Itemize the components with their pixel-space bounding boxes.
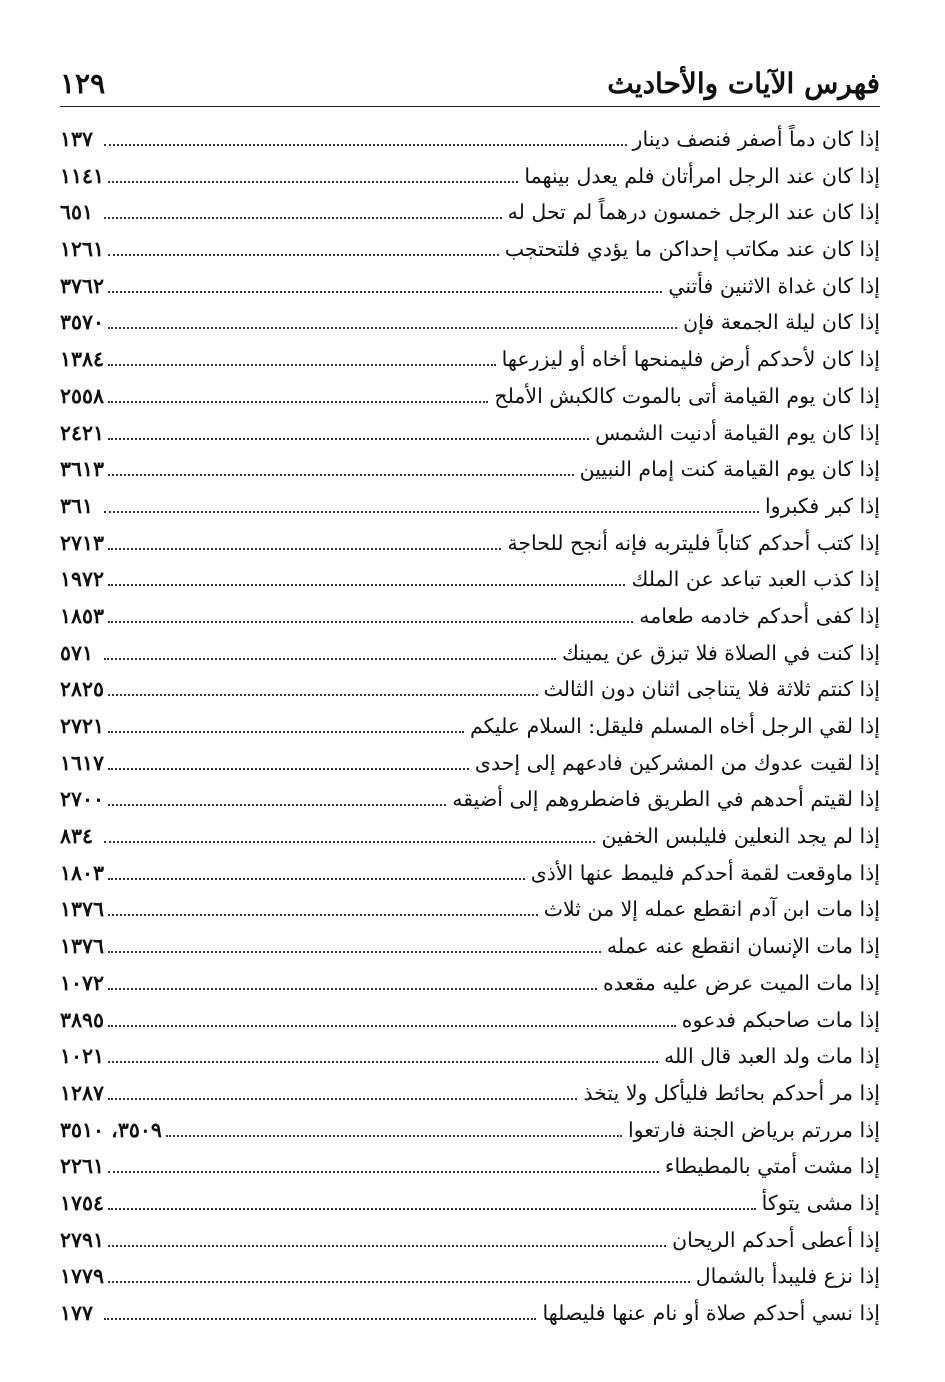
entry-text: إذا كان يوم القيامة أدنيت الشمس <box>595 420 880 445</box>
entry-reference-number: ٨٣٤ <box>60 824 94 849</box>
entry-text: إذا مات ابن آدم انقطع عمله إلا من ثلاث <box>543 897 880 922</box>
index-entry <box>60 127 880 164</box>
dot-leader <box>108 1097 577 1100</box>
entry-reference-number: ٢٧٠٠ <box>60 787 105 812</box>
dot-leader <box>108 583 625 586</box>
entry-reference-number: ١٦١٧ <box>60 750 105 775</box>
entry-reference-number: ٢٧٢١ <box>60 714 105 738</box>
dot-leader <box>108 326 677 329</box>
index-entry <box>60 1008 880 1045</box>
dot-leader <box>108 1244 666 1247</box>
dot-leader <box>166 1134 622 1137</box>
index-entry <box>60 274 880 311</box>
index-entry <box>60 531 880 568</box>
entry-text: إذا كان غداة الاثنين فأتني <box>668 273 880 298</box>
entry-reference-number: ٢٨٢٥ <box>60 677 105 702</box>
entry-text: إذا مررتم برياض الجنة فارتعوا <box>627 1117 880 1142</box>
entry-reference-number: ١٠٢١ <box>60 1044 105 1069</box>
dot-leader <box>108 730 464 733</box>
entry-text: إذا مر أحدكم بحائط فليأكل ولا يتخذ <box>583 1080 880 1105</box>
entry-reference-number: ١٩٧٢ <box>60 567 105 592</box>
entry-reference-number: ١٣٧ <box>60 127 94 151</box>
dot-leader <box>104 216 502 219</box>
dot-leader <box>108 913 538 916</box>
entry-reference-number: ١٢٦١ <box>60 237 105 262</box>
dot-leader <box>108 400 488 403</box>
dot-leader <box>108 693 538 696</box>
entry-reference-number: ١٨٥٣ <box>60 603 105 628</box>
index-entry <box>60 641 880 678</box>
entry-text: إذا كان يوم القيامة أتى بالموت كالكبش الأملح <box>494 383 880 408</box>
entry-reference-number: ٣٧٦٢ <box>60 273 105 298</box>
entry-text: إذا مات الإنسان انقطع عنه عمله <box>606 934 880 959</box>
entry-reference-number: ٢٥٥٨ <box>60 383 105 408</box>
dot-leader <box>104 1317 536 1320</box>
entry-text: إذا أعطى أحدكم الريحان <box>672 1227 880 1252</box>
entry-text: إذا لقيت عدوك من المشركين فادعهم إلى إحدى <box>474 750 880 775</box>
dot-leader <box>104 840 595 843</box>
dot-leader <box>104 657 556 660</box>
entry-text: إذا كفى أحدكم خادمه طعامه <box>639 603 880 628</box>
entry-reference-number: ١٢٨٧ <box>60 1080 105 1105</box>
entry-text: إذا كان لأحدكم أرض فليمنحها أخاه أو ليزرعها <box>501 347 880 372</box>
index-entry <box>60 677 880 714</box>
index-entry <box>60 1118 880 1155</box>
index-entry <box>60 861 880 898</box>
entry-reference-number: ١٧٥٤ <box>60 1190 105 1215</box>
entry-reference-number: ١٠٧٢ <box>60 970 105 995</box>
entry-reference-number: ١٣٨٤ <box>60 347 105 372</box>
index-entry <box>60 237 880 274</box>
dot-leader <box>104 143 627 146</box>
index-entry <box>60 787 880 824</box>
index-entry <box>60 494 880 531</box>
entry-text: إذا لقيتم أحدهم في الطريق فاضطروهم إلى أضيقه <box>452 787 880 812</box>
entry-text: إذا لقي الرجل أخاه المسلم فليقل: السلام عليكم <box>469 714 880 738</box>
index-entry <box>60 567 880 604</box>
entry-text: إذا كنت في الصلاة فلا تبزق عن يمينك <box>562 640 880 665</box>
entry-text: إذا كان عند مكاتب إحداكن ما يؤدي فلتحتجب <box>504 237 880 262</box>
entry-text: إذا كبر فكبروا <box>764 493 880 518</box>
index-entry <box>60 1191 880 1228</box>
index-entry <box>60 751 880 788</box>
dot-leader <box>108 950 601 953</box>
entry-reference-number: ١٣٧٦ <box>60 897 105 922</box>
dot-leader <box>108 547 501 550</box>
entry-text: إذا ماوقعت لقمة أحدكم فليمط عنها الأذى <box>530 860 880 885</box>
index-entry <box>60 604 880 641</box>
dot-leader <box>108 987 597 990</box>
entry-text: إذا كان عند الرجل خمسون درهماً لم تحل له <box>507 200 880 225</box>
entry-text: إذا كذب العبد تباعد عن الملك <box>631 567 880 592</box>
entry-text: إذا مات ولد العبد قال الله <box>664 1044 880 1069</box>
index-list <box>60 127 880 1338</box>
dot-leader <box>108 1170 659 1173</box>
index-entry <box>60 310 880 347</box>
dot-leader <box>108 877 525 880</box>
entry-text: إذا كان يوم القيامة كنت إمام النبيين <box>579 457 880 482</box>
index-entry <box>60 200 880 237</box>
entry-reference-number: ١٣٧٦ <box>60 934 105 959</box>
index-entry <box>60 457 880 494</box>
entry-reference-number: ١٨٠٣ <box>60 860 105 885</box>
entry-reference-number: ٢٧٩١ <box>60 1227 105 1252</box>
entry-reference-number: ١٧٧٩ <box>60 1264 105 1289</box>
entry-text: إذا كتب أحدكم كتاباً فليتربه فإنه أنجح للحاجة <box>507 530 880 555</box>
dot-leader <box>108 253 499 256</box>
entry-text: إذا نزع فليبدأ بالشمال <box>695 1264 880 1289</box>
entry-text: إذا كان عند الرجل امرأتان فلم يعدل بينهما <box>524 163 880 188</box>
dot-leader <box>108 290 662 293</box>
page-header <box>60 54 880 107</box>
entry-reference-number: ٢٤٢١ <box>60 420 105 445</box>
index-entry <box>60 1301 880 1338</box>
entry-reference-number: ٢٢٦١ <box>60 1154 105 1179</box>
index-entry <box>60 421 880 458</box>
entry-text: إذا مشت أمتي بالمطيطاء <box>664 1154 880 1179</box>
dot-leader <box>108 803 446 806</box>
entry-reference-number: ٦٥١ <box>60 200 94 225</box>
entry-text: إذا مات الميت عرض عليه مقعده <box>602 970 880 995</box>
index-entry <box>60 164 880 201</box>
index-entry <box>60 971 880 1008</box>
entry-reference-number: ١٧٧ <box>60 1301 94 1325</box>
entry-text: إذا كان ليلة الجمعة فإن <box>683 310 880 335</box>
dot-leader <box>108 1024 676 1027</box>
entry-text: إذا كنتم ثلاثة فلا يتناجى اثنان دون الثالث <box>543 677 880 702</box>
index-entry <box>60 714 880 751</box>
dot-leader <box>108 1060 658 1063</box>
dot-leader <box>108 767 469 770</box>
dot-leader <box>108 620 633 623</box>
dot-leader <box>108 473 574 476</box>
dot-leader <box>108 1280 690 1283</box>
index-entry <box>60 1228 880 1265</box>
entry-reference-number: ٣٨٩٥ <box>60 1007 105 1032</box>
dot-leader <box>108 1207 756 1210</box>
index-entry <box>60 1154 880 1191</box>
entry-reference-number: ٣٥٧٠ <box>60 310 105 335</box>
entry-text: إذا مشى يتوكأ <box>761 1190 880 1215</box>
index-entry <box>60 934 880 971</box>
index-entry <box>60 384 880 421</box>
index-entry <box>60 824 880 861</box>
index-entry <box>60 347 880 384</box>
index-entry <box>60 1264 880 1301</box>
entry-text: إذا كان دماً أصفر فنصف دينار <box>632 127 880 151</box>
entry-text: إذا نسي أحدكم صلاة أو نام عنها فليصلها <box>542 1301 880 1325</box>
index-entry <box>60 897 880 934</box>
entry-text: إذا مات صاحبكم فدعوه <box>681 1007 880 1032</box>
entry-reference-number: ٣٦١٣ <box>60 457 105 482</box>
page-number: ١٢٩ <box>60 67 106 100</box>
entry-text: إذا لم يجد النعلين فليلبس الخفين <box>601 824 880 849</box>
dot-leader <box>108 437 589 440</box>
entry-reference-number: ٢٧١٣ <box>60 530 105 555</box>
index-entry <box>60 1081 880 1118</box>
entry-reference-number: ٣٦١ <box>60 493 94 518</box>
entry-reference-number: ٣٥٠٩، ٣٥١٠ <box>60 1117 162 1142</box>
dot-leader <box>108 363 496 366</box>
page-title: فهرس الآيات والأحاديث <box>607 67 880 100</box>
entry-reference-number: ٥٧١ <box>60 640 94 665</box>
entry-reference-number: ١١٤١ <box>60 163 105 188</box>
index-entry <box>60 1044 880 1081</box>
dot-leader <box>104 510 759 513</box>
dot-leader <box>108 180 518 183</box>
